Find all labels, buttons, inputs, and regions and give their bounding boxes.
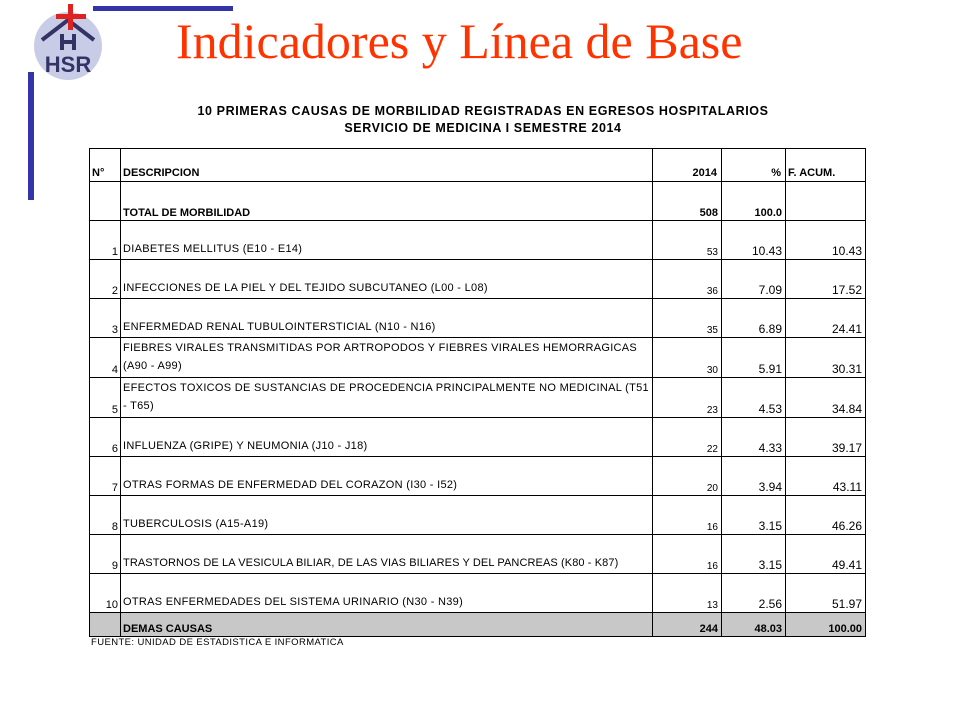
row-description: ENFERMEDAD RENAL TUBULOINTERSTICIAL (N10 - N16) [121, 299, 653, 338]
row-cumulative: 39.17 [786, 418, 866, 457]
table-row [90, 221, 866, 260]
decor-bar-left [28, 72, 34, 200]
demas-cumulative: 100.00 [786, 613, 866, 637]
morbidity-table [89, 148, 866, 637]
row-description: TUBERCULOSIS (A15-A19) [121, 496, 653, 535]
header-number: N° [90, 149, 121, 182]
row-cumulative: 34.84 [786, 378, 866, 418]
row-description: DIABETES MELLITUS (E10 - E14) [121, 221, 653, 260]
demas-value: 244 [653, 613, 722, 637]
header-year: 2014 [653, 149, 722, 182]
table-heading-line1: 10 PRIMERAS CAUSAS DE MORBILIDAD REGISTRADAS EN EGRESOS HOSPITALARIOS [197, 104, 769, 118]
table-row [90, 457, 866, 496]
row-number: 1 [90, 221, 121, 260]
logo-text: HSR [44, 52, 92, 77]
cross-icon [56, 4, 86, 30]
row-number: 6 [90, 418, 121, 457]
demas-label: DEMAS CAUSAS [121, 613, 653, 637]
header-description: DESCRIPCION [121, 149, 653, 182]
row-number: 3 [90, 299, 121, 338]
slide-title: Indicadores y Línea de Base [176, 13, 743, 69]
row-percent: 7.09 [722, 260, 786, 299]
table-row [90, 574, 866, 613]
table-row [90, 535, 866, 574]
header-row [90, 149, 866, 182]
row-value: 16 [653, 496, 722, 535]
total-number [90, 182, 121, 221]
table-row [90, 260, 866, 299]
table-row [90, 496, 866, 535]
row-value: 20 [653, 457, 722, 496]
table-row [90, 378, 866, 418]
row-value: 30 [653, 338, 722, 378]
total-label: TOTAL DE MORBILIDAD [121, 182, 653, 221]
row-percent: 10.43 [722, 221, 786, 260]
row-percent: 4.33 [722, 418, 786, 457]
row-value: 35 [653, 299, 722, 338]
row-number: 2 [90, 260, 121, 299]
demas-number [90, 613, 121, 637]
row-description: INFECCIONES DE LA PIEL Y DEL TEJIDO SUBCUTANEO (L00 - L08) [121, 260, 653, 299]
table-row [90, 299, 866, 338]
table-heading-line2: SERVICIO DE MEDICINA I SEMESTRE 2014 [344, 121, 622, 135]
row-cumulative: 49.41 [786, 535, 866, 574]
row-number: 8 [90, 496, 121, 535]
row-value: 36 [653, 260, 722, 299]
source-note: FUENTE: UNIDAD DE ESTADISTICA E INFORMATICA [91, 637, 344, 648]
table-row [90, 418, 866, 457]
row-cumulative: 30.31 [786, 338, 866, 378]
row-number: 4 [90, 338, 121, 378]
row-number: 9 [90, 535, 121, 574]
row-value: 23 [653, 378, 722, 418]
row-value: 22 [653, 418, 722, 457]
row-value: 13 [653, 574, 722, 613]
row-percent: 6.89 [722, 299, 786, 338]
row-percent: 3.94 [722, 457, 786, 496]
row-percent: 2.56 [722, 574, 786, 613]
row-percent: 3.15 [722, 496, 786, 535]
row-description: EFECTOS TOXICOS DE SUSTANCIAS DE PROCEDENCIA PRINCIPALMENTE NO MEDICINAL (T51 - T65) [121, 378, 653, 418]
row-cumulative: 46.26 [786, 496, 866, 535]
total-value: 508 [653, 182, 722, 221]
row-cumulative: 10.43 [786, 221, 866, 260]
demas-row [90, 613, 866, 637]
row-description: FIEBRES VIRALES TRANSMITIDAS POR ARTROPODOS Y FIEBRES VIRALES HEMORRAGICAS (A90 - A99) [121, 338, 653, 378]
row-description: OTRAS ENFERMEDADES DEL SISTEMA URINARIO (N30 - N39) [121, 574, 653, 613]
table-row [90, 338, 866, 378]
row-cumulative: 51.97 [786, 574, 866, 613]
total-row [90, 182, 866, 221]
row-percent: 3.15 [722, 535, 786, 574]
total-cumulative [786, 182, 866, 221]
row-number: 5 [90, 378, 121, 418]
row-cumulative: 24.41 [786, 299, 866, 338]
total-percent: 100.0 [722, 182, 786, 221]
row-description: OTRAS FORMAS DE ENFERMEDAD DEL CORAZON (I30 - I52) [121, 457, 653, 496]
row-description: TRASTORNOS DE LA VESICULA BILIAR, DE LAS VIAS BILIARES Y DEL PANCREAS (K80 - K87) [121, 535, 653, 574]
header-cumulative: F. ACUM. [786, 149, 866, 182]
row-value: 53 [653, 221, 722, 260]
row-percent: 4.53 [722, 378, 786, 418]
demas-percent: 48.03 [722, 613, 786, 637]
row-number: 10 [90, 574, 121, 613]
row-description: INFLUENZA (GRIPE) Y NEUMONIA (J10 - J18) [121, 418, 653, 457]
row-percent: 5.91 [722, 338, 786, 378]
row-number: 7 [90, 457, 121, 496]
row-cumulative: 17.52 [786, 260, 866, 299]
row-value: 16 [653, 535, 722, 574]
decor-bar-top [93, 6, 233, 11]
header-percent: % [722, 149, 786, 182]
row-cumulative: 43.11 [786, 457, 866, 496]
